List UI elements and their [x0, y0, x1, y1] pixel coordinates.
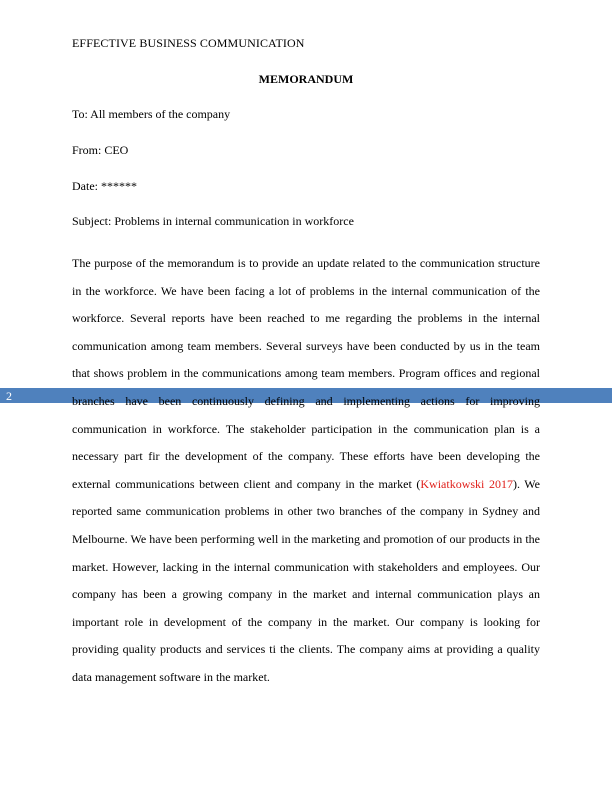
memo-title: MEMORANDUM: [258, 72, 354, 86]
running-header: EFFECTIVE BUSINESS COMMUNICATION: [72, 36, 305, 50]
to-line: To: All members of the company: [72, 107, 231, 121]
citation-link[interactable]: Kwiatkowski 2017: [420, 476, 513, 491]
body-text-part1: The purpose of the memorandum is to provide an update related to the communication structure in the workforce. We have been facing a lot of problems in the internal communication of the workforce. Several reports have been reached to me regarding the problems in the internal communication among team members. Several surveys have been conducted by us in the team that shows problem in the communications among team members. Program offices and regional branches have been continuously defining and implementing actions for improving communication in workforce. The stakeholder participation in the communication plan is a necessary part fir the development of the company. These efforts have been developing the external communications between client and company in the market (: [72, 256, 540, 491]
body-paragraph: [72, 250, 540, 692]
body-text-part2: ). We reported same communication problems in other two branches of the company in Sydney and Melbourne. We have been performing well in the marketing and promotion of our products in the market. However, lacking in the internal communication with stakeholders and employees. Our company has been a growing company in the market and internal communication plays an important role in development of the company in the market. Our company is looking for providing quality products and services ti the clients. The company aims at providing a quality data management software in the market.: [72, 476, 540, 684]
subject-line: Subject: Problems in internal communication in workforce: [72, 214, 354, 228]
from-line: From: CEO: [72, 143, 129, 157]
date-line: Date: ******: [72, 179, 137, 193]
line-number: 2: [6, 389, 12, 403]
